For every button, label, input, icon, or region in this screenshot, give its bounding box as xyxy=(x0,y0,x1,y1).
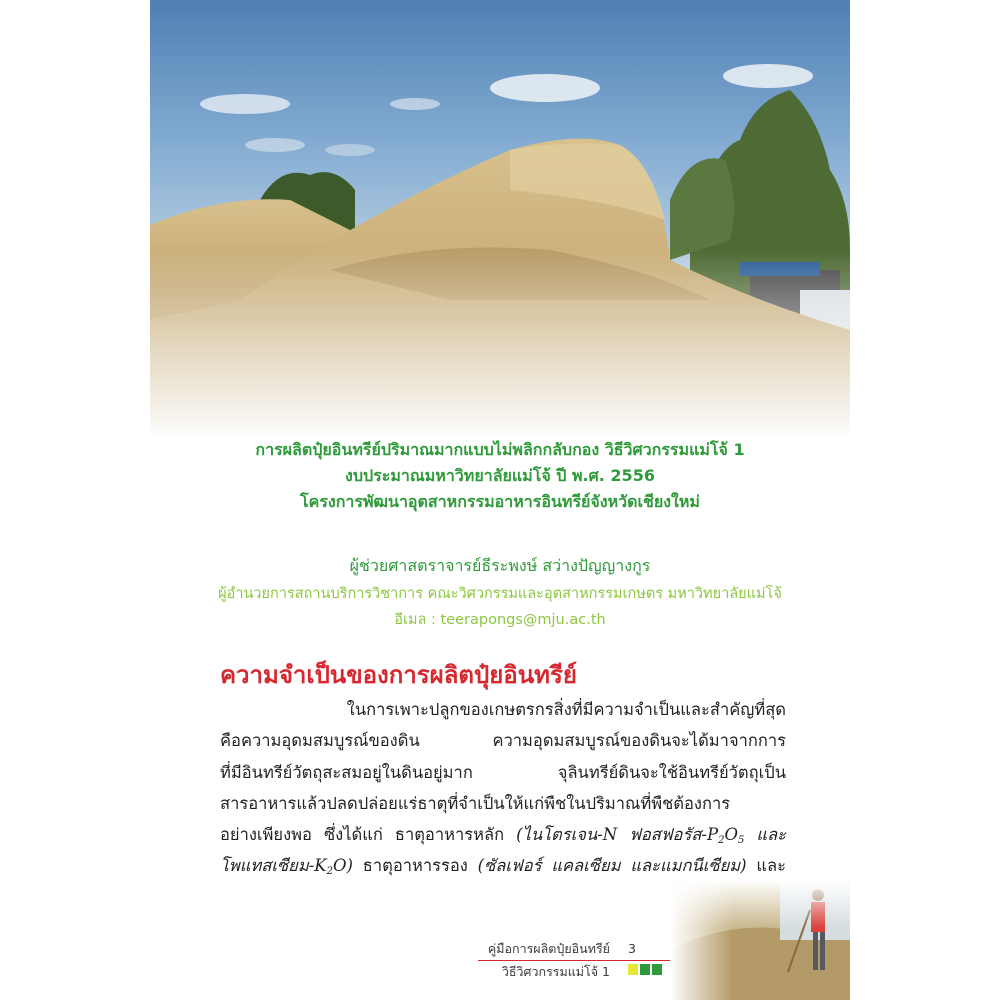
compost-pile-photo xyxy=(150,0,850,440)
author-email-line xyxy=(150,608,850,632)
footer-book-info xyxy=(480,938,610,984)
paragraph-line xyxy=(220,694,786,725)
document-heading xyxy=(150,437,850,515)
footer-divider xyxy=(478,960,670,961)
paragraph-phrase: ธาตุอาหารหลัก xyxy=(394,825,505,845)
paragraph-line xyxy=(220,819,786,850)
chemical-subscript: 2 xyxy=(718,835,725,847)
heading-line-2: งบประมาณมหาวิทยาลัยแม่โจ้ ปี พ.ศ. 2556 xyxy=(345,466,655,485)
paragraph-line xyxy=(220,850,786,881)
paragraph-phrase: อย่างเพียงพอ xyxy=(220,825,312,845)
paragraph-phrase: จุลินทรีย์ดินจะใช้อินทรีย์วัตถุเป็น xyxy=(557,762,786,782)
paragraph-phrase: ความอุดมสมบูรณ์ของดินจะได้มาจากการ xyxy=(492,731,786,751)
page-number: 3 xyxy=(628,941,636,956)
paragraph-phrase: และแมกนีเซียม) xyxy=(630,856,747,876)
worker-compost-photo xyxy=(670,880,850,1000)
author-name: ผู้ช่วยศาสตราจารย์ธีระพงษ์ สว่างปัญญางกูร xyxy=(349,556,651,575)
section-title: ความจำเป็นของการผลิตปุ๋ยอินทรีย์ xyxy=(220,661,577,689)
chemical-subscript: 5 xyxy=(737,835,745,847)
paragraph-line xyxy=(220,757,786,788)
footer-square-green xyxy=(652,964,662,975)
paragraph-phrase: ฟอสฟอรัส$-P_2O_5$ xyxy=(629,825,745,847)
footer-book-title: คู่มือการผลิตปุ๋ยอินทรีย์ xyxy=(487,941,610,956)
email-label: อีเมล : xyxy=(394,612,436,628)
paragraph-line xyxy=(220,788,786,819)
footer-square-yellow xyxy=(628,964,638,975)
footer-method: วิธีวิศวกรรมแม่โจ้ 1 xyxy=(501,964,610,979)
paragraph-phrase: ธาตุอาหารรอง xyxy=(362,856,468,876)
paragraph-phrase: แคลเซียม xyxy=(551,856,621,876)
footer-square-green xyxy=(640,964,650,975)
paragraph-phrase: ในการเพาะปลูกของเกษตรกรสิ่งที่มีความจำเป็นและสำคัญที่สุด xyxy=(346,700,786,719)
section-body xyxy=(220,694,786,882)
paragraph-phrase: โพแทสเซียม$-K_2O$) xyxy=(220,856,353,878)
paragraph-phrase: สารอาหารแล้วปลดปล่อยแร่ธาตุที่จำเป็นให้แก่พืชในปริมาณที่พืชต้องการ xyxy=(220,793,731,813)
paragraph-phrase: ที่มีอินทรีย์วัตถุสะสมอยู่ในดินอยู่มาก xyxy=(220,762,473,782)
paragraph-line xyxy=(220,725,786,756)
email-address[interactable]: teerapongs@mju.ac.th xyxy=(440,612,606,628)
paragraph-phrase: (ไนโตรเจน-N xyxy=(516,825,618,845)
paragraph-phrase: ซึ่งได้แก่ xyxy=(323,825,383,845)
paragraph-phrase: และ xyxy=(756,825,786,845)
paragraph-phrase: และ xyxy=(756,856,786,876)
author-affiliation: ผู้อำนวยการสถานบริการวิชาการ คณะวิศวกรรมและอุตสาหกรรมเกษตร มหาวิทยาลัยแม่โจ้ xyxy=(218,586,782,602)
paragraph-phrase: (ซัลเฟอร์ xyxy=(477,856,542,876)
chemical-subscript: 2 xyxy=(326,866,333,878)
heading-line-1: การผลิตปุ๋ยอินทรีย์ปริมาณมากแบบไม่พลิกกลับกอง วิธีวิศวกรรมแม่โจ้ 1 xyxy=(255,440,745,459)
heading-line-3: โครงการพัฒนาอุตสาหกรรมอาหารอินทรีย์จังหวัดเชียงใหม่ xyxy=(300,492,700,511)
paragraph-phrase: คือความอุดมสมบูรณ์ของดิน xyxy=(220,731,420,751)
